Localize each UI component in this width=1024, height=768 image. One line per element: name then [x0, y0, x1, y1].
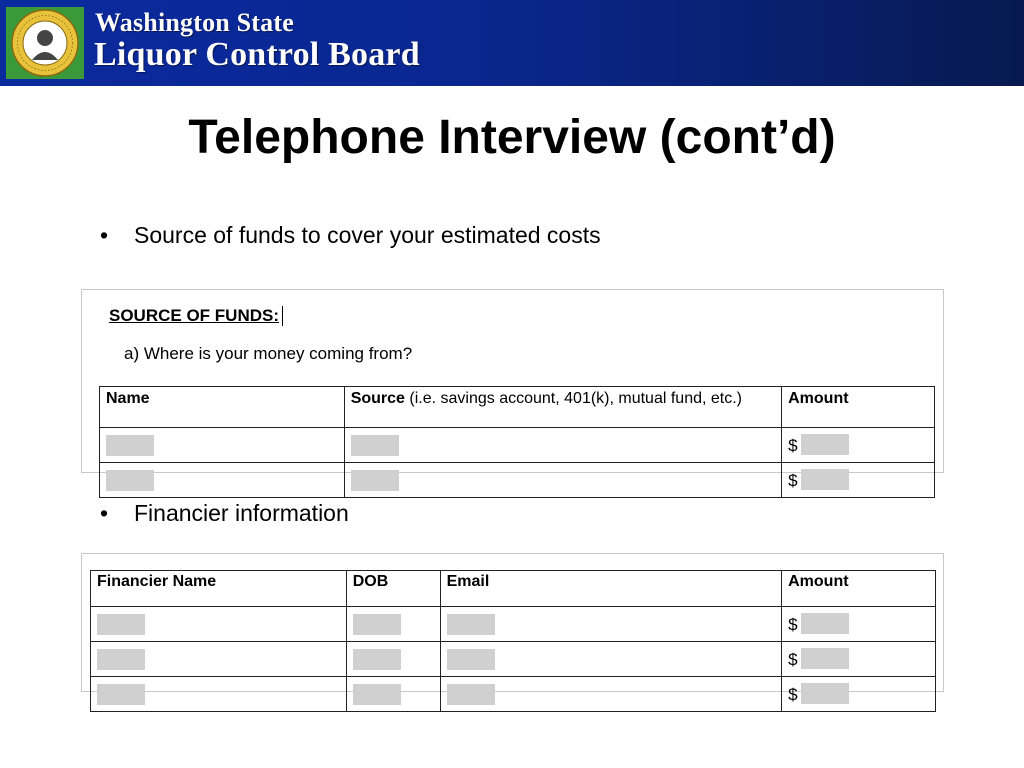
source-of-funds-question: a) Where is your money coming from?: [124, 344, 413, 363]
source-of-funds-form-image: [81, 289, 944, 490]
bullet-mark: •: [100, 500, 109, 526]
bullet-text: Source of funds to cover your estimated costs: [134, 222, 601, 248]
currency-symbol: $: [788, 650, 798, 669]
table-row: [100, 428, 935, 463]
redacted-field: [447, 614, 495, 635]
bullet-item: [100, 222, 601, 249]
redacted-field: [801, 434, 849, 455]
source-of-funds-heading: SOURCE OF FUNDS:: [109, 306, 283, 326]
table-row: [91, 677, 936, 712]
table-row: [100, 463, 935, 498]
bullet-text: Financier information: [134, 500, 349, 526]
column-header-source: Source (i.e. savings account, 401(k), mutual fund, etc.): [344, 387, 781, 428]
seal-icon: [10, 8, 80, 78]
column-header-financier-name: Financier Name: [91, 571, 347, 607]
financier-name-cell: [91, 677, 347, 712]
redacted-field: [97, 614, 145, 635]
column-header-dob: DOB: [346, 571, 440, 607]
source-of-funds-table: [99, 386, 935, 498]
redacted-field: [801, 613, 849, 634]
redacted-field: [353, 649, 401, 670]
header-band: [0, 0, 1024, 86]
amount-cell: [782, 677, 936, 712]
table-header-row: [100, 387, 935, 428]
column-header-amount: Amount: [782, 571, 936, 607]
column-header-name: Name: [100, 387, 345, 428]
redacted-field: [801, 683, 849, 704]
slide-title: Telephone Interview (cont’d): [188, 111, 836, 164]
redacted-field: [353, 684, 401, 705]
bullet-mark: •: [100, 222, 109, 248]
source-cell: [344, 428, 781, 463]
name-cell: [100, 463, 345, 498]
dob-cell: [346, 642, 440, 677]
dob-cell: [346, 677, 440, 712]
amount-cell: [782, 642, 936, 677]
bullet-item: [100, 500, 349, 527]
redacted-field: [97, 684, 145, 705]
email-cell: [440, 677, 782, 712]
source-cell: [344, 463, 781, 498]
currency-symbol: $: [788, 471, 798, 490]
currency-symbol: $: [788, 685, 798, 704]
financier-table: [90, 570, 936, 712]
table-header-row: [91, 571, 936, 607]
financier-form-image: [81, 553, 944, 704]
currency-symbol: $: [788, 615, 798, 634]
name-cell: [100, 428, 345, 463]
financier-name-cell: [91, 607, 347, 642]
dob-cell: [346, 607, 440, 642]
table-row: [91, 607, 936, 642]
email-cell: [440, 642, 782, 677]
column-header-amount: Amount: [782, 387, 935, 428]
redacted-field: [351, 435, 399, 456]
redacted-field: [801, 469, 849, 490]
table-row: [91, 642, 936, 677]
redacted-field: [353, 614, 401, 635]
redacted-field: [447, 684, 495, 705]
column-header-email: Email: [440, 571, 782, 607]
redacted-field: [97, 649, 145, 670]
email-cell: [440, 607, 782, 642]
redacted-field: [351, 470, 399, 491]
redacted-field: [106, 470, 154, 491]
redacted-field: [447, 649, 495, 670]
amount-cell: [782, 607, 936, 642]
financier-name-cell: [91, 642, 347, 677]
amount-cell: [782, 463, 935, 498]
amount-cell: [782, 428, 935, 463]
org-name-line2: Liquor Control Board: [94, 36, 420, 73]
currency-symbol: $: [788, 436, 798, 455]
org-name-line1: Washington State: [95, 8, 294, 37]
redacted-field: [106, 435, 154, 456]
redacted-field: [801, 648, 849, 669]
state-seal-logo: [6, 7, 84, 79]
